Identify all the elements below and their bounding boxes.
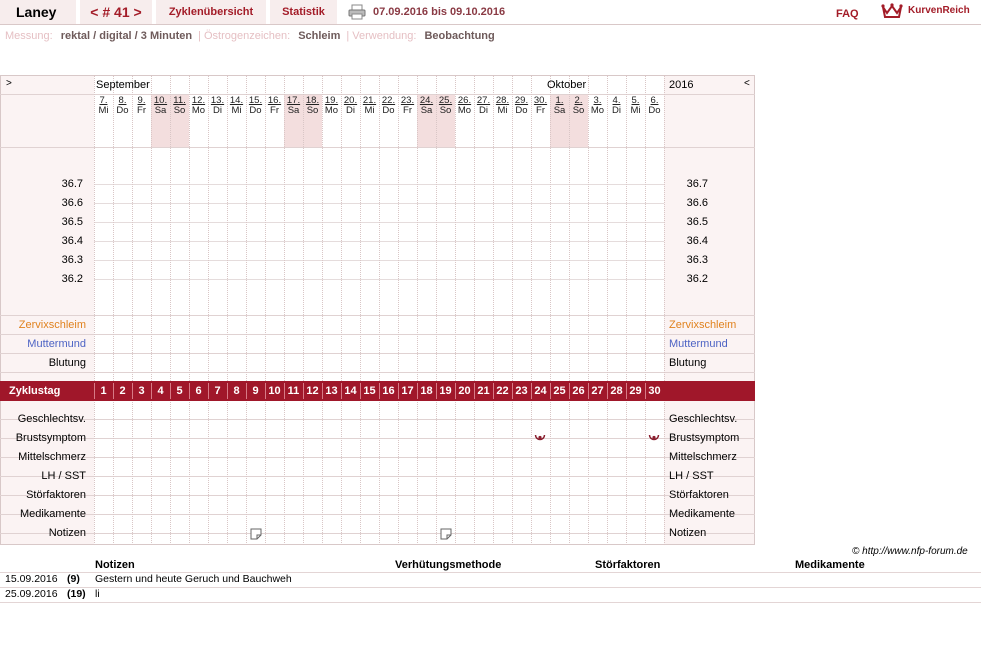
cycle-day-number: 14: [344, 385, 357, 397]
day-number: 14.: [229, 95, 244, 106]
usage-value: Beobachtung: [424, 30, 495, 42]
cycle-day-divider: [151, 383, 152, 399]
row-label-lh-sst-right: LH / SST: [669, 470, 714, 482]
day-column-line: [512, 75, 513, 545]
day-number: 7.: [99, 95, 108, 106]
temperature-label-left: 36.7: [61, 178, 83, 190]
cycle-day-number: 16: [382, 385, 395, 397]
temperature-label-right: 36.2: [686, 273, 708, 285]
day-number: 28.: [495, 95, 510, 106]
cycle-day-number: 8: [233, 385, 240, 397]
day-column-line: [398, 75, 399, 545]
day-number: 22.: [381, 95, 396, 106]
weekday: So: [439, 105, 452, 116]
note-row-line: [0, 602, 981, 603]
day-column-line: [493, 75, 494, 545]
measurement-info: [5, 30, 498, 42]
day-column-line: [113, 75, 114, 545]
cycle-day-number: 30: [648, 385, 661, 397]
row-label-störfaktoren: Störfaktoren: [26, 489, 86, 501]
cycle-day-number: 20: [458, 385, 471, 397]
date-cell[interactable]: [588, 96, 607, 116]
notes-header: Verhütungsmethode: [395, 559, 502, 571]
crown-icon: [881, 3, 903, 19]
day-column-line: [417, 75, 418, 545]
temperature-label-left: 36.3: [61, 254, 83, 266]
cycle-day-number: 1: [100, 385, 107, 397]
cycle-day-number: 25: [553, 385, 566, 397]
cycle-day-divider: [493, 383, 494, 399]
cycle-day-number: 27: [591, 385, 604, 397]
notes-header: Notizen: [95, 559, 135, 571]
day-number: 26.: [457, 95, 472, 106]
note-row-line: [0, 587, 981, 588]
cycle-day-divider: [208, 383, 209, 399]
weekday: Do: [116, 105, 129, 116]
day-column-line: [531, 75, 532, 545]
notes-header: Störfaktoren: [595, 559, 661, 571]
logo-text[interactable]: KurvenReich: [908, 5, 970, 16]
cycle-day-number: 22: [496, 385, 509, 397]
cervix-label-right: Muttermund: [669, 338, 728, 350]
estrogen-value: Schleim: [298, 30, 341, 42]
date-cell[interactable]: [455, 96, 474, 116]
cycle-day-number: 9: [252, 385, 259, 397]
temperature-label-left: 36.2: [61, 273, 83, 285]
day-number: 16.: [267, 95, 282, 106]
weekday: Fr: [137, 105, 146, 116]
weekday: Sa: [420, 105, 433, 116]
cycle-day-divider: [322, 383, 323, 399]
cycle-day-number: 11: [287, 385, 300, 397]
day-number: 25.: [438, 95, 453, 106]
date-cell[interactable]: [113, 96, 132, 116]
printer-icon[interactable]: [348, 4, 366, 20]
note-date: 15.09.2016: [5, 573, 58, 585]
cycle-day-divider: [455, 383, 456, 399]
day-column-line: [151, 75, 152, 545]
weekday: Fr: [536, 105, 545, 116]
day-column-line: [246, 75, 247, 545]
date-cell[interactable]: [474, 96, 493, 116]
day-column-line: [170, 75, 171, 545]
weekday: Mi: [497, 105, 508, 116]
day-column-line: [284, 75, 285, 545]
day-number: 29.: [514, 95, 529, 106]
day-column-line: [626, 75, 627, 545]
cycle-day-divider: [94, 383, 95, 399]
faq-link[interactable]: FAQ: [836, 8, 859, 20]
day-column-line: [474, 75, 475, 545]
cycle-day-number: 17: [401, 385, 414, 397]
date-cell[interactable]: [379, 96, 398, 116]
row-label-brustsymptom-right: Brustsymptom: [669, 432, 740, 444]
day-number: 9.: [137, 95, 146, 106]
weekday: So: [173, 105, 186, 116]
weekday: Sa: [287, 105, 300, 116]
cycle-day-divider: [170, 383, 171, 399]
cycle-day-number: 23: [515, 385, 528, 397]
day-number: 5.: [631, 95, 640, 106]
temperature-label-right: 36.4: [686, 235, 708, 247]
top-bar: [0, 0, 981, 25]
cycle-day-divider: [645, 383, 646, 399]
row-label-störfaktoren-right: Störfaktoren: [669, 489, 729, 501]
separator: |: [198, 30, 201, 42]
tab-cycle-overview[interactable]: Zyklenübersicht: [156, 0, 266, 24]
cervix-label: Muttermund: [27, 338, 86, 350]
date-cell[interactable]: [94, 96, 113, 116]
day-number: 27.: [476, 95, 491, 106]
date-cell[interactable]: [132, 96, 151, 116]
row-label-medikamente-right: Medikamente: [669, 508, 736, 520]
weekday: So: [306, 105, 319, 116]
date-cell[interactable]: [170, 96, 189, 116]
row-label-lh-sst: LH / SST: [41, 470, 86, 482]
date-cell[interactable]: [626, 96, 645, 116]
day-column-line: [569, 75, 570, 545]
date-cell[interactable]: [417, 96, 436, 116]
day-number: 24.: [419, 95, 434, 106]
cycle-day-number: 2: [119, 385, 126, 397]
cycle-day-number: 6: [195, 385, 202, 397]
day-column-line: [208, 75, 209, 545]
tab-statistics[interactable]: Statistik: [270, 0, 337, 24]
cycle-day-divider: [265, 383, 266, 399]
estrogen-label: Östrogenzeichen:: [203, 30, 291, 42]
temperature-label-left: 36.4: [61, 235, 83, 247]
day-column-line: [227, 75, 228, 545]
day-column-line: [189, 75, 190, 545]
day-number: 20.: [343, 95, 358, 106]
day-column-line: [379, 75, 380, 545]
date-cell[interactable]: [645, 96, 664, 116]
cycle-day-number: 21: [477, 385, 490, 397]
notes-header: Medikamente: [795, 559, 865, 571]
weekday: Mi: [98, 105, 109, 116]
cervical-mucus-label-right: Zervixschleim: [669, 319, 737, 331]
cycle-day-number: 19: [439, 385, 452, 397]
cycle-day-number: 24: [534, 385, 547, 397]
weekday: Do: [515, 105, 528, 116]
cycle-day-divider: [398, 383, 399, 399]
temperature-label-right: 36.7: [686, 178, 708, 190]
day-number: 19.: [324, 95, 339, 106]
weekday: Mi: [630, 105, 641, 116]
cycle-day-number: 12: [306, 385, 319, 397]
day-column-line: [664, 75, 665, 545]
weekday: Do: [382, 105, 395, 116]
date-cell[interactable]: [607, 96, 626, 116]
note-text: Gestern und heute Geruch und Bauchweh: [95, 573, 292, 585]
row-label-brustsymptom: Brustsymptom: [15, 432, 86, 444]
row-label-mittelschmerz-right: Mittelschmerz: [669, 451, 737, 463]
temperature-label-right: 36.6: [686, 197, 708, 209]
next-cycle-arrow[interactable]: <: [744, 78, 750, 89]
day-number: 15.: [248, 95, 263, 106]
day-number: 2.: [574, 95, 583, 106]
cervical-mucus-label: Zervixschleim: [18, 319, 86, 331]
day-number: 17.: [286, 95, 301, 106]
measurement-label: Messung:: [5, 30, 53, 42]
date-cell[interactable]: [208, 96, 227, 116]
row-label-notizen: Notizen: [48, 527, 86, 539]
cycle-day-divider: [531, 383, 532, 399]
weekday: Di: [213, 105, 222, 116]
day-column-line: [455, 75, 456, 545]
day-column-line: [607, 75, 608, 545]
date-cell[interactable]: [550, 96, 569, 116]
bleeding-label-right: Blutung: [669, 357, 707, 369]
day-column-line: [303, 75, 304, 545]
row-label-geschlechtsv-right: Geschlechtsv.: [669, 413, 738, 425]
weekday: Fr: [403, 105, 412, 116]
note-icon[interactable]: [250, 528, 262, 540]
day-number: 1.: [555, 95, 564, 106]
weekday: Mi: [231, 105, 242, 116]
weekday: Sa: [553, 105, 566, 116]
date-cell[interactable]: [531, 96, 550, 116]
cycle-day-number: 26: [572, 385, 585, 397]
cycle-day-number: 7: [214, 385, 221, 397]
weekday: Mo: [457, 105, 472, 116]
month-label: September: [96, 79, 150, 91]
cycle-day-number: 18: [420, 385, 433, 397]
day-number: 6.: [650, 95, 659, 106]
date-cell[interactable]: [569, 96, 588, 116]
cycle-day-divider: [113, 383, 114, 399]
prev-cycle-arrow[interactable]: >: [6, 78, 12, 89]
cycle-day-number: 4: [157, 385, 164, 397]
date-cell[interactable]: [189, 96, 208, 116]
weekday: Mo: [191, 105, 206, 116]
cycle-day-divider: [379, 383, 380, 399]
cycle-day-divider: [569, 383, 570, 399]
temperature-label-left: 36.6: [61, 197, 83, 209]
temperature-label-right: 36.3: [686, 254, 708, 266]
cycle-day-divider: [512, 383, 513, 399]
weekday: Do: [249, 105, 262, 116]
cycle-day-number: 10: [268, 385, 281, 397]
day-column-line: [550, 75, 551, 545]
day-column-line: [322, 75, 323, 545]
cycle-day-label: Zyklustag: [9, 385, 61, 397]
day-number: 13.: [210, 95, 225, 106]
year-label: 2016: [669, 79, 694, 91]
day-number: 3.: [593, 95, 602, 106]
row-label-geschlechtsv: Geschlechtsv.: [17, 413, 86, 425]
day-number: 21.: [362, 95, 377, 106]
usage-label: Verwendung:: [352, 30, 417, 42]
cycle-day-divider: [436, 383, 437, 399]
date-cell[interactable]: [322, 96, 341, 116]
day-column-line: [132, 75, 133, 545]
cycle-day-number: 15: [363, 385, 376, 397]
day-number: 30.: [533, 95, 548, 106]
day-column-line: [341, 75, 342, 545]
date-cell[interactable]: [303, 96, 322, 116]
weekday: Do: [648, 105, 661, 116]
cycle-day-divider: [588, 383, 589, 399]
note-date: 25.09.2016: [5, 588, 58, 600]
date-cell[interactable]: [284, 96, 303, 116]
user-name: Laney: [0, 0, 76, 24]
note-icon[interactable]: [440, 528, 452, 540]
weekday: Mo: [324, 105, 339, 116]
row-label-medikamente: Medikamente: [19, 508, 86, 520]
date-cell[interactable]: [246, 96, 265, 116]
copyright: © http://www.nfp-forum.de: [852, 546, 968, 557]
measurement-value: rektal / digital / 3 Minuten: [60, 30, 193, 42]
note-text: li: [95, 588, 100, 600]
day-column-line: [436, 75, 437, 545]
date-cell[interactable]: [227, 96, 246, 116]
day-column-line: [588, 75, 589, 545]
cycle-day-divider: [227, 383, 228, 399]
date-cell[interactable]: [398, 96, 417, 116]
temperature-label-right: 36.5: [686, 216, 708, 228]
day-number: 18.: [305, 95, 320, 106]
cycle-day-number: 13: [325, 385, 338, 397]
note-cycle-day: (19): [67, 588, 86, 600]
cycle-day-divider: [474, 383, 475, 399]
breast-symptom-icon[interactable]: [534, 432, 546, 444]
weekday: Di: [479, 105, 488, 116]
cycle-day-number: 29: [629, 385, 642, 397]
date-cell[interactable]: [360, 96, 379, 116]
weekday: Mo: [590, 105, 605, 116]
cycle-day-number: 3: [138, 385, 145, 397]
day-column-line: [360, 75, 361, 545]
cycle-day-divider: [550, 383, 551, 399]
cycle-day-divider: [626, 383, 627, 399]
day-column-line: [265, 75, 266, 545]
temperature-label-left: 36.5: [61, 216, 83, 228]
cycle-navigator[interactable]: < # 41 >: [80, 0, 152, 24]
date-range: 07.09.2016 bis 09.10.2016: [373, 6, 506, 18]
date-cell[interactable]: [151, 96, 170, 116]
day-number: 10.: [153, 95, 168, 106]
date-cell[interactable]: [341, 96, 360, 116]
cycle-day-divider: [132, 383, 133, 399]
date-cell[interactable]: [436, 96, 455, 116]
day-number: 23.: [400, 95, 415, 106]
weekday: Sa: [154, 105, 167, 116]
cycle-day-divider: [360, 383, 361, 399]
weekday: Mi: [364, 105, 375, 116]
date-cell[interactable]: [265, 96, 284, 116]
cycle-day-number: 5: [176, 385, 183, 397]
cycle-day-number: 28: [610, 385, 623, 397]
row-label-notizen-right: Notizen: [669, 527, 707, 539]
day-column-line: [645, 75, 646, 545]
day-column-line: [94, 75, 95, 545]
cycle-day-divider: [189, 383, 190, 399]
weekday: Fr: [270, 105, 279, 116]
cycle-day-divider: [607, 383, 608, 399]
bleeding-label: Blutung: [48, 357, 86, 369]
date-cell[interactable]: [512, 96, 531, 116]
month-label: Oktober: [547, 79, 587, 91]
cycle-day-divider: [246, 383, 247, 399]
note-cycle-day: (9): [67, 573, 80, 585]
separator: |: [346, 30, 350, 42]
day-number: 4.: [612, 95, 621, 106]
weekday: So: [572, 105, 585, 116]
day-number: 12.: [191, 95, 206, 106]
weekday: Di: [346, 105, 355, 116]
cycle-day-divider: [341, 383, 342, 399]
breast-symptom-icon[interactable]: [648, 432, 660, 444]
date-cell[interactable]: [493, 96, 512, 116]
day-number: 8.: [118, 95, 127, 106]
day-number: 11.: [173, 95, 186, 106]
cycle-day-divider: [417, 383, 418, 399]
cycle-day-divider: [303, 383, 304, 399]
row-label-mittelschmerz: Mittelschmerz: [18, 451, 86, 463]
cycle-day-divider: [284, 383, 285, 399]
weekday: Di: [612, 105, 621, 116]
